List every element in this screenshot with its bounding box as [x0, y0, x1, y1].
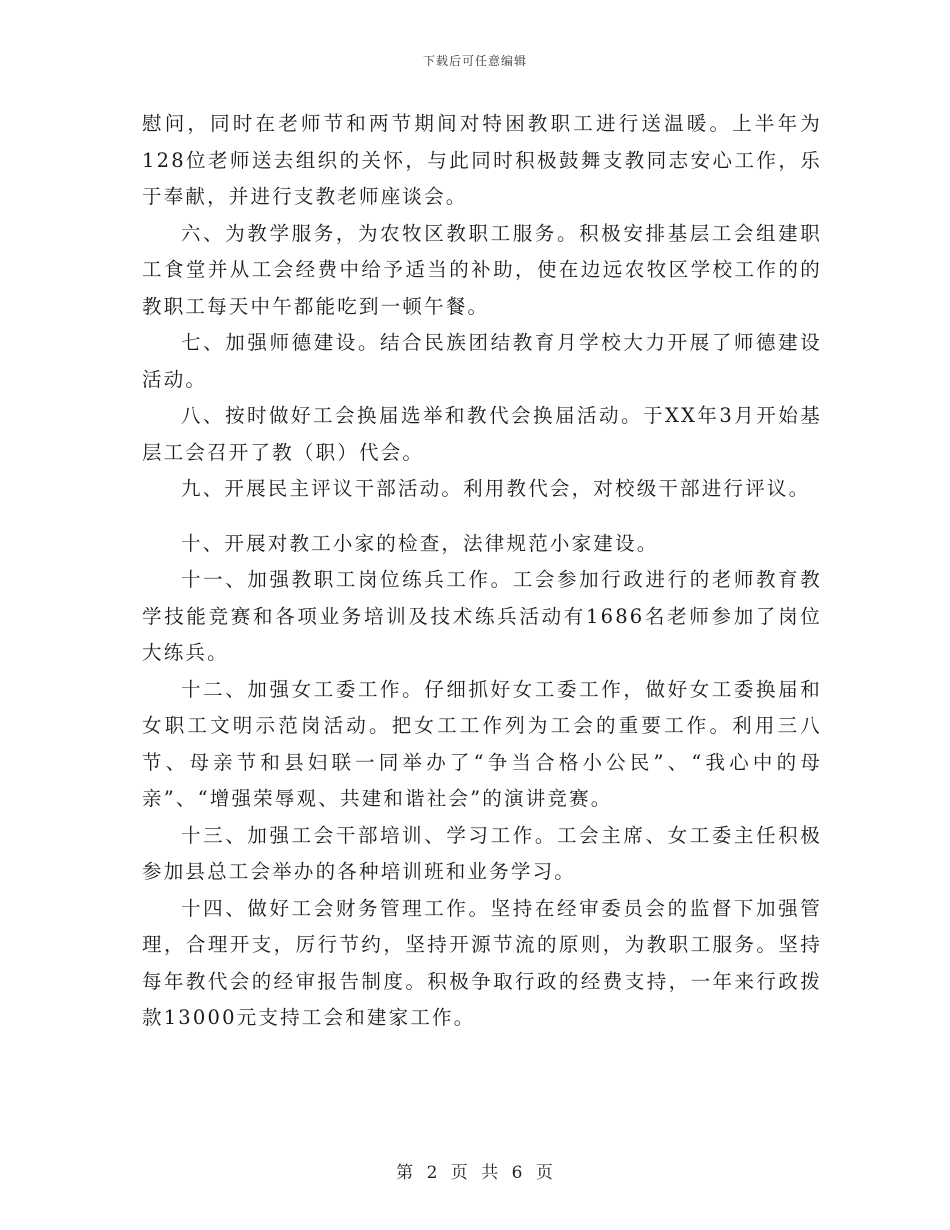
paragraph-item-6: 六、为教学服务，为农牧区教职工服务。积极安排基层工会组建职工食堂并从工会经费中给予适当的补助，使在边远农牧区学校工作的的教职工每天中午都能吃到一顿午餐。 [142, 221, 822, 318]
paragraph-item-14: 十四、做好工会财务管理工作。坚持在经审委员会的监督下加强管理，合理开支，厉行节约，坚持开源节流的原则，为教职工服务。坚持每年教代会的经审报告制度。积极争取行政的经费支持，一年来行政拨款13000元支持工会和建家工作。 [142, 896, 822, 1029]
paragraph-item-7: 七、加强师德建设。结合民族团结教育月学校大力开展了师德建设活动。 [142, 331, 822, 391]
paragraph-item-10: 十、开展对教工小家的检查，法律规范小家建设。 [181, 531, 659, 555]
paragraph-item-11: 十一、加强教职工岗位练兵工作。工会参加行政进行的老师教育教学技能竞赛和各项业务培训及技术练兵活动有1686名老师参加了岗位大练兵。 [142, 568, 822, 664]
paragraph-item-12: 十二、加强女工委工作。仔细抓好女工委工作，做好女工委换届和女职工文明示范岗活动。把女工工作列为工会的重要工作。利用三八节、母亲节和县妇联一同举办了“争当合格小公民”、“我心中的母亲”、“增强荣辱观、共建和谐社会”的演讲竞赛。 [142, 677, 822, 810]
paragraph-gap [142, 508, 822, 526]
page-number-footer: 第 2 页 共 6 页 [396, 1163, 554, 1183]
page-header-note: 下载后可任意编辑 [422, 54, 527, 68]
paragraph-item-8: 八、按时做好工会换届选举和教代会换届活动。于XX年3月开始基层工会召开了教（职）代会。 [142, 404, 822, 464]
document-body [142, 106, 822, 1037]
paragraph-continued: 慰问，同时在老师节和两节期间对特困教职工进行送温暖。上半年为128位老师送去组织的关怀，与此同时积极鼓舞支教同志安心工作，乐于奉献，并进行支教老师座谈会。 [142, 112, 822, 208]
paragraph-item-9: 九、开展民主评议干部活动。利用教代会，对校级干部进行评议。 [181, 477, 811, 500]
paragraph-item-13: 十三、加强工会干部培训、学习工作。工会主席、女工委主任积极参加县总工会举办的各种培训班和业务学习。 [142, 823, 822, 883]
